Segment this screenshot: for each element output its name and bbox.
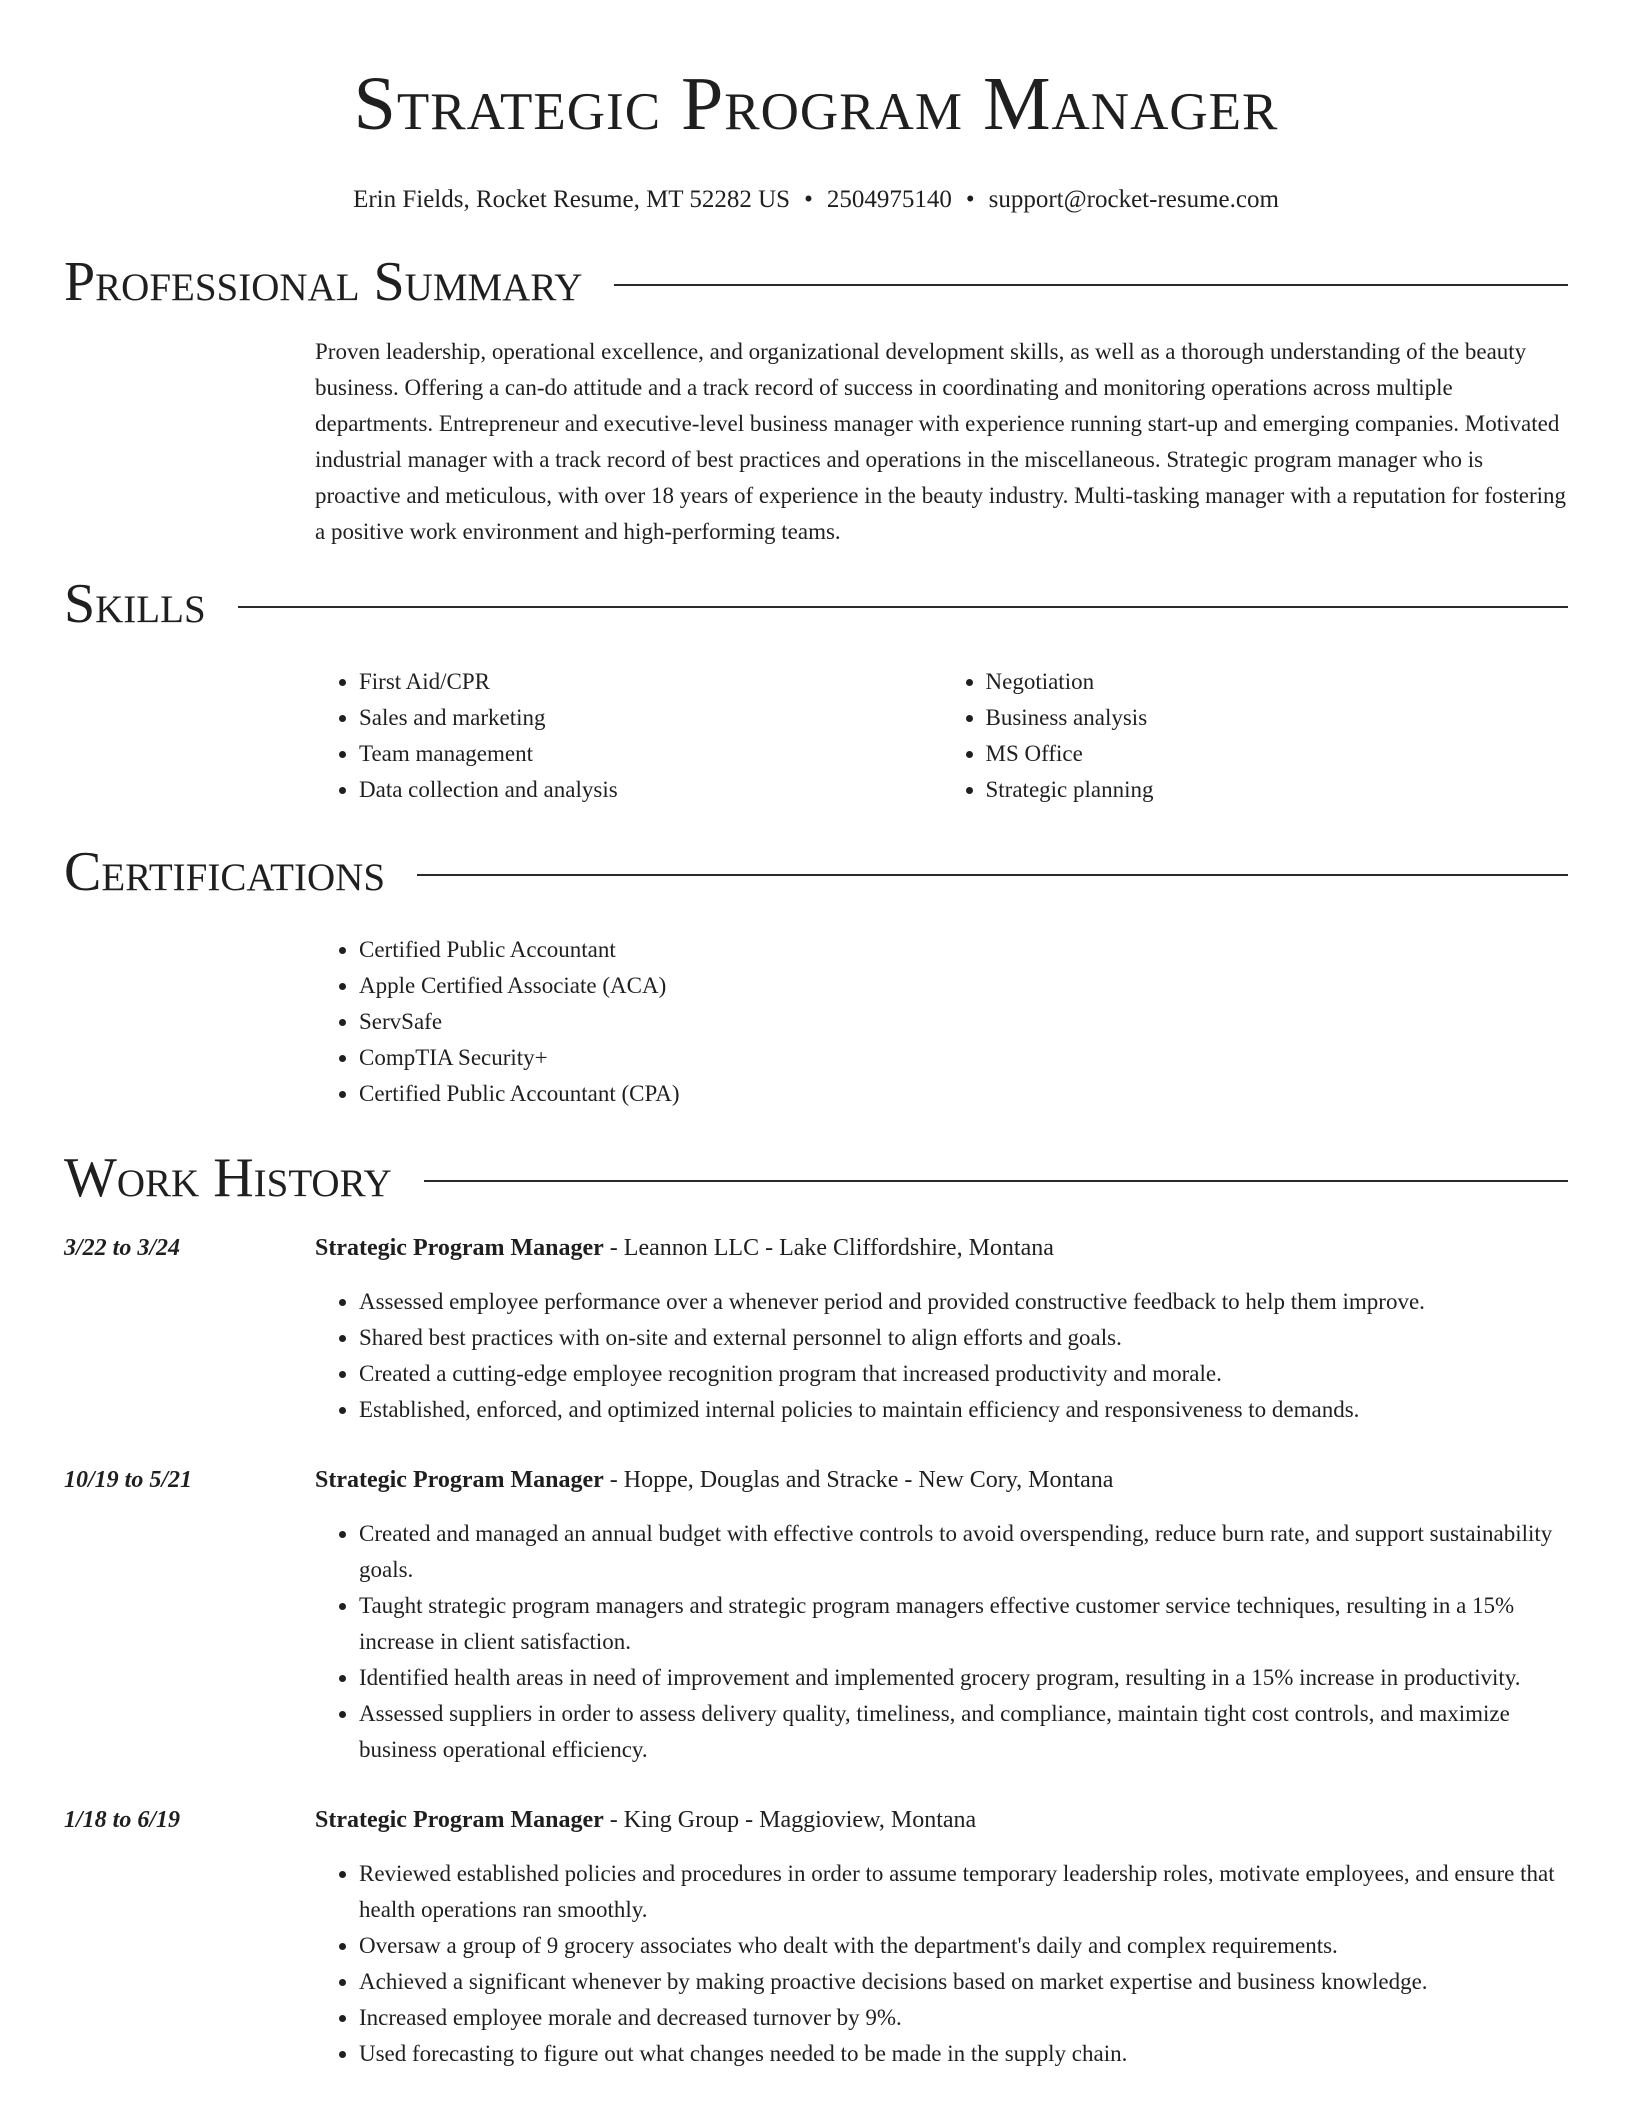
summary-heading: Professional Summary	[64, 251, 583, 313]
job-employer-location: - Leannon LLC - Lake Cliffordshire, Montana	[603, 1235, 1054, 1261]
job-entry	[64, 1802, 1568, 2072]
job-employer-location: - King Group - Maggioview, Montana	[603, 1807, 977, 1833]
job-bullet: • Reviewed established policies and procedures in order to assume temporary leadership roles, motivate employees, and ensure that health operations ran smoothly.	[359, 1856, 1568, 1928]
contact-email: support@rocket-resume.com	[988, 186, 1279, 213]
skills-column-left	[315, 664, 942, 808]
certification-item: • CompTIA Security+	[359, 1040, 1568, 1076]
skill-item: • First Aid/CPR	[359, 664, 942, 700]
contact-separator: •	[804, 186, 813, 213]
summary-text: Proven leadership, operational excellence, and organizational development skills, as well as a thorough understanding of the beauty business. Offering a can-do attitude and a track record of success in coordinating and monitoring operations across multiple departments. Entrepreneur and executive-level business manager with experience running start-up and emerging companies. Motivated industrial manager with a track record of best practices and operations in the miscellaneous. Strategic program manager who is proactive and meticulous, with over 18 years of experience in the beauty industry. Multi-tasking manager with a reputation for fostering a positive work environment and high-performing teams.	[315, 339, 1566, 544]
job-entry	[64, 1230, 1568, 1428]
work-history-section-header	[64, 1144, 1568, 1212]
skill-item: • Negotiation	[986, 664, 1569, 700]
job-bullet: • Taught strategic program managers and strategic program managers effective customer service techniques, resulting in a 15% increase in client satisfaction.	[359, 1588, 1568, 1660]
job-employer-location: - Hoppe, Douglas and Stracke - New Cory, Montana	[603, 1467, 1114, 1493]
certification-item: • ServSafe	[359, 1004, 1568, 1040]
section-divider	[614, 284, 1568, 286]
section-divider	[424, 1180, 1568, 1182]
certifications-heading: Certifications	[64, 841, 386, 903]
skill-item: • Strategic planning	[986, 772, 1569, 808]
job-entry	[64, 1462, 1568, 1768]
job-bullets	[315, 1516, 1568, 1768]
job-bullet: • Increased employee morale and decreased turnover by 9%.	[359, 2000, 1568, 2036]
certifications-list	[315, 932, 1568, 1112]
certification-item: • Apple Certified Associate (ACA)	[359, 968, 1568, 1004]
job-title: Strategic Program Manager	[315, 1467, 604, 1493]
job-bullet: • Achieved a significant whenever by making proactive decisions based on market expertise and business knowledge.	[359, 1964, 1568, 2000]
job-dates: 3/22 to 3/24	[64, 1235, 181, 1261]
job-bullet: • Used forecasting to figure out what changes needed to be made in the supply chain.	[359, 2036, 1568, 2072]
skills-column-right	[942, 664, 1569, 808]
job-bullets	[315, 1856, 1568, 2072]
skill-item: • Business analysis	[986, 700, 1569, 736]
certifications-section-header	[64, 838, 1568, 906]
job-bullet: • Oversaw a group of 9 grocery associates who dealt with the department's daily and complex requirements.	[359, 1928, 1568, 1964]
job-bullet: • Identified health areas in need of improvement and implemented grocery program, resulting in a 15% increase in productivity.	[359, 1660, 1568, 1696]
summary-section-header	[64, 248, 1568, 316]
job-title-line	[315, 1802, 1568, 1838]
summary-body	[315, 334, 1568, 550]
job-main	[315, 1802, 1568, 2072]
job-bullets	[315, 1284, 1568, 1428]
job-bullet: • Shared best practices with on-site and external personnel to align efforts and goals.	[359, 1320, 1568, 1356]
contact-separator: •	[965, 186, 975, 213]
resume-page	[64, 0, 1568, 2072]
contact-address: Erin Fields, Rocket Resume, MT 52282 US	[353, 186, 791, 213]
job-bullet: • Assessed employee performance over a whenever period and provided constructive feedback to help them improve.	[359, 1284, 1568, 1320]
certifications-body	[315, 932, 1568, 1112]
skills-section-header	[64, 570, 1568, 638]
job-dates: 10/19 to 5/21	[64, 1467, 193, 1493]
job-bullet: • Assessed suppliers in order to assess delivery quality, timeliness, and compliance, maintain tight cost controls, and maximize business operational efficiency.	[359, 1696, 1568, 1768]
contact-phone: 2504975140	[826, 186, 952, 213]
job-bullet: • Established, enforced, and optimized internal policies to maintain efficiency and responsiveness to demands.	[359, 1392, 1568, 1428]
contact-line	[64, 184, 1568, 216]
skill-item: • Team management	[359, 736, 942, 772]
job-title-line	[315, 1462, 1568, 1498]
job-title: Strategic Program Manager	[315, 1807, 604, 1833]
job-bullet: • Created a cutting-edge employee recognition program that increased productivity and morale.	[359, 1356, 1568, 1392]
work-history-heading: Work History	[64, 1147, 392, 1209]
job-dates: 1/18 to 6/19	[64, 1807, 181, 1833]
section-divider	[417, 874, 1568, 876]
job-title: Strategic Program Manager	[315, 1235, 604, 1261]
skills-heading: Skills	[64, 573, 206, 635]
skill-item: • MS Office	[986, 736, 1569, 772]
skill-item: • Data collection and analysis	[359, 772, 942, 808]
job-title-line	[315, 1230, 1568, 1266]
certification-item: • Certified Public Accountant	[359, 932, 1568, 968]
section-divider	[238, 606, 1568, 608]
job-main	[315, 1230, 1568, 1428]
certification-item: • Certified Public Accountant (CPA)	[359, 1076, 1568, 1112]
job-bullet: • Created and managed an annual budget with effective controls to avoid overspending, reduce burn rate, and support sustainability goals.	[359, 1516, 1568, 1588]
resume-name-title: Strategic Program Manager	[353, 62, 1279, 146]
job-main	[315, 1462, 1568, 1768]
skill-item: • Sales and marketing	[359, 700, 942, 736]
skills-list	[315, 664, 1568, 808]
